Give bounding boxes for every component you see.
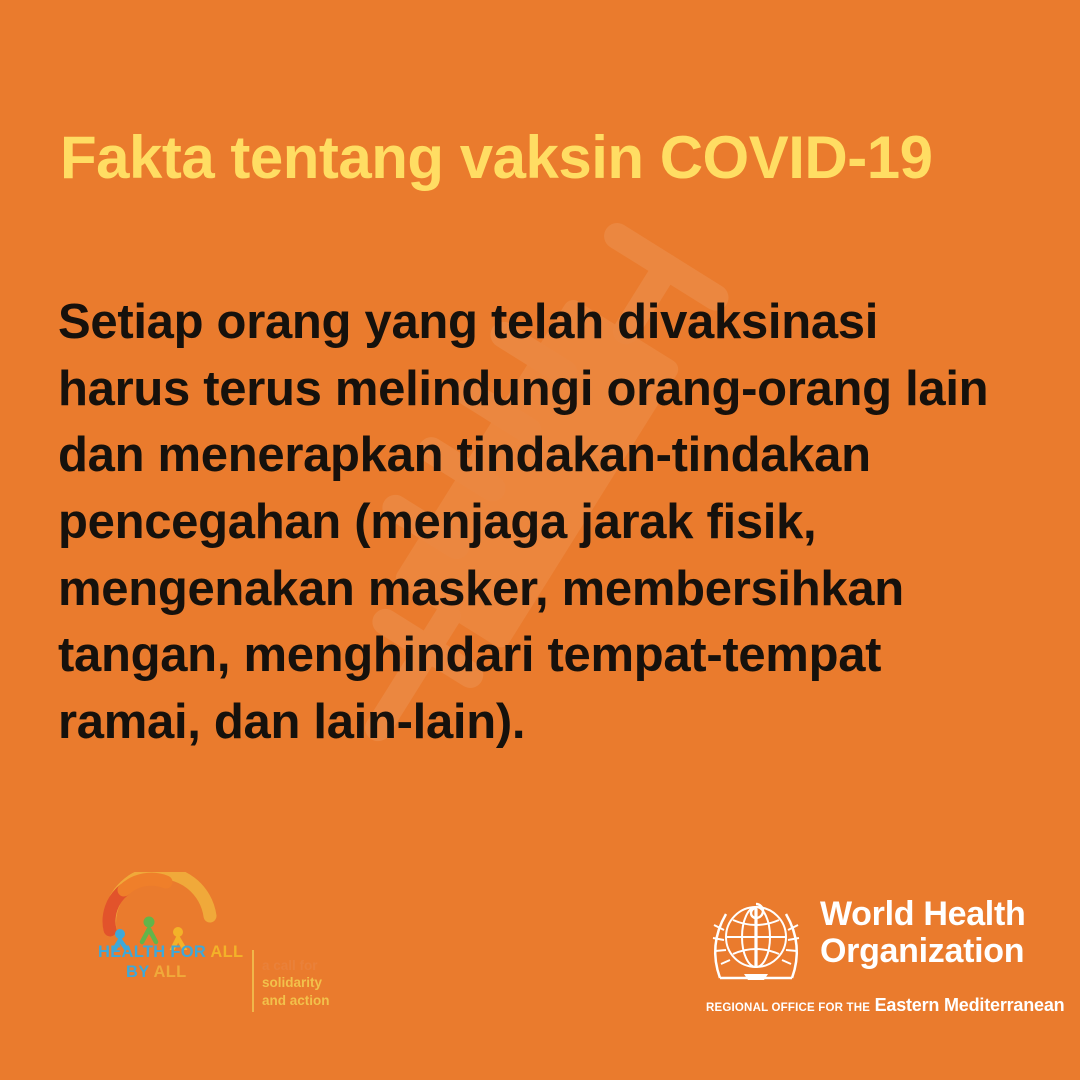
who-regional-office	[706, 995, 1065, 1016]
hfa-tagline-line2: solidarity	[262, 975, 323, 991]
hfa-divider	[252, 950, 254, 1012]
who-emblem-icon	[700, 890, 812, 990]
who-regional-region: Eastern Mediterranean	[874, 995, 1065, 1015]
who-title-line2: Organization	[820, 931, 1025, 970]
hfa-tagline-line3: and action	[262, 992, 330, 1008]
hfa-tagline-line1: a call for	[262, 958, 318, 973]
health-for-all-logo	[90, 880, 360, 1025]
page-title: Fakta tentang vaksin COVID-19	[60, 124, 933, 192]
who-regional-prefix: REGIONAL OFFICE FOR THE	[706, 1002, 871, 1014]
who-title-line1: World Health	[820, 895, 1026, 933]
who-title	[820, 896, 1025, 969]
hfa-wordmark	[98, 943, 248, 983]
hfa-emblem-icon	[90, 872, 250, 950]
hfa-wordmark-line2: BY ALL	[126, 962, 187, 981]
hfa-tagline	[262, 957, 372, 1009]
body-paragraph: Setiap orang yang telah divaksinasi harus terus melindungi orang-orang lain dan menerapkan tindakan-tindakan pencegahan (menjaga jarak fisik, mengenakan masker, membersihkan tangan, menghindari tempat-tempat ramai, dan lain-lain).	[58, 295, 989, 749]
hfa-wordmark-line1: HEALTH FOR ALL	[98, 943, 244, 961]
who-logo	[700, 890, 1065, 1040]
